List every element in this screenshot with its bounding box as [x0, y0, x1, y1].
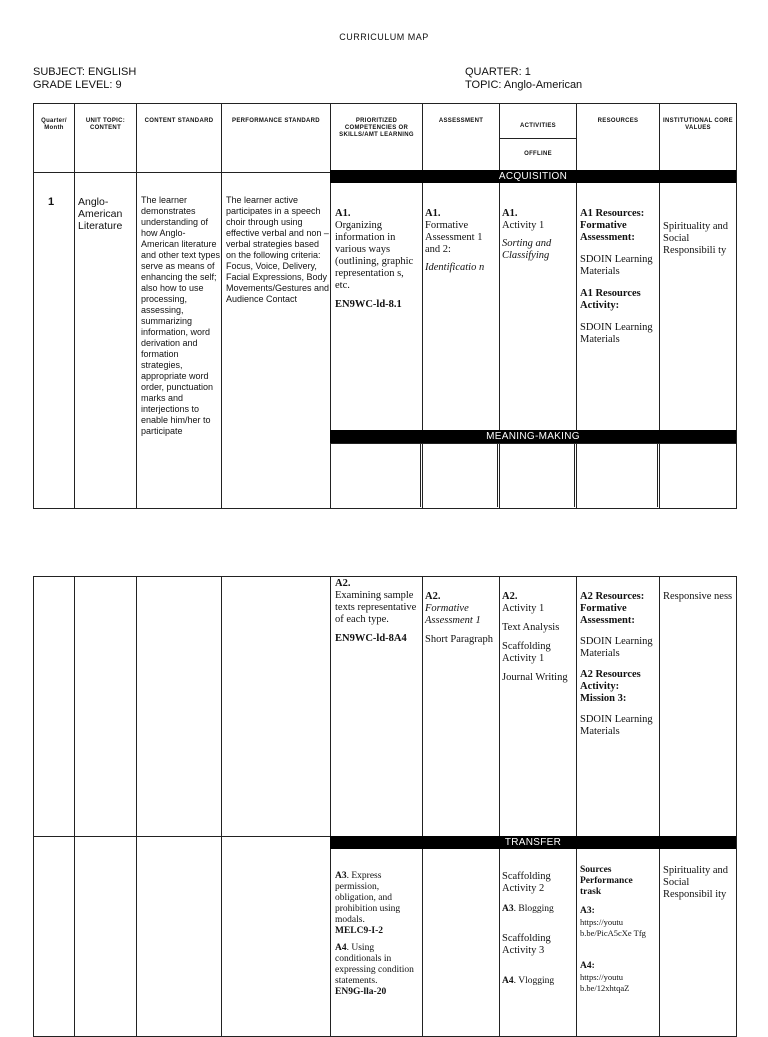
- res-a4-label: A4:: [580, 961, 595, 971]
- document-title: CURRICULUM MAP: [339, 32, 429, 42]
- act-line: Text Analysis: [502, 622, 560, 633]
- assess-type: Formative Assessment 1: [425, 603, 481, 626]
- row1-resources: [580, 208, 656, 346]
- res-title: A1 Resources: Formative Assessment:: [580, 208, 645, 243]
- band-acquisition: ACQUISITION: [330, 170, 736, 183]
- header-offline: OFFLINE: [500, 139, 577, 173]
- comp-a3-melc: MELC9-I-2: [335, 926, 384, 936]
- res-title2: A2 Resources Activity: Mission 3:: [580, 669, 641, 704]
- assess-type: Identificatio n: [425, 262, 485, 273]
- row1-content-standard: The learner demonstrates understanding of how Anglo-American literature and other text types serve as means of enhancing the self; also how to use processing, assessing, summarizing information, word derivation and formation strategies, appropriate word order, punctuation marks and interjections to enable him/her to participate: [141, 195, 221, 436]
- subject-label: SUBJECT: ENGLISH: [33, 66, 137, 78]
- comp-a4-text: . Using conditionals in expressing condition statements.: [335, 943, 414, 986]
- res-title: Sources Performance trask: [580, 865, 633, 897]
- assess-code: A1.: [425, 208, 441, 219]
- row2-assessment: [425, 591, 495, 646]
- row2-resources: [580, 591, 656, 738]
- row3-performance-cell: [222, 837, 331, 1037]
- row3-content-cell: [137, 837, 222, 1037]
- header-unit-topic: UNIT TOPIC: CONTENT: [75, 104, 137, 173]
- row3-unit-cell: [75, 837, 137, 1037]
- comp-a3-text: . Express permission, obligation, and prohibition using modals.: [335, 871, 401, 925]
- header-assessment: ASSESSMENT: [423, 104, 500, 173]
- header-core-values: INSTITUTIONAL CORE VALUES: [660, 104, 737, 173]
- assess-text: Formative Assessment 1 and 2:: [425, 220, 483, 255]
- header-resources: RESOURCES: [577, 104, 660, 173]
- row2-quarter-cell: [34, 577, 75, 837]
- res-text1: SDOIN Learning Materials: [580, 254, 653, 277]
- quarter-label: QUARTER: 1: [465, 66, 531, 78]
- assess-text: Short Paragraph: [425, 634, 493, 645]
- header-performance-standard: PERFORMANCE STANDARD: [222, 104, 331, 173]
- row2-values: Responsive ness: [663, 591, 733, 602]
- row2-competency: [335, 578, 419, 645]
- row-divider: [330, 443, 736, 444]
- row1-performance-standard: The learner active participates in a speech choir through using effective verbal and non – verbal strategies based on the following criteria: Focus, Voice, Delivery, Facial Expressions, Body Movements/Gestures and Audience Contact: [226, 195, 330, 304]
- comp-code: A1.: [335, 208, 351, 219]
- comp-code: A2.: [335, 578, 351, 589]
- row3-resources: [580, 865, 656, 993]
- row1-quarter: 1: [48, 196, 55, 208]
- row1-assessment: [425, 208, 495, 274]
- act-text: Activity 1: [502, 220, 545, 231]
- row1-competency: [335, 208, 419, 311]
- res-a3-label: A3:: [580, 906, 595, 916]
- topic-label: TOPIC: Anglo-American: [465, 79, 583, 91]
- act-line: Activity 1: [502, 603, 545, 614]
- act-type: Sorting and Classifying: [502, 238, 552, 261]
- header-content-standard: CONTENT STANDARD: [137, 104, 222, 173]
- comp-text: Examining sample texts representative of each type.: [335, 590, 417, 625]
- act-line: Scaffolding Activity 3: [502, 933, 551, 956]
- row3-assessment-cell: [423, 837, 500, 1037]
- row2-values-cell: [660, 577, 737, 837]
- row3-values: Spirituality and Social Responsibil ity: [663, 865, 729, 900]
- band-meaning-making: MEANING-MAKING: [330, 430, 736, 443]
- comp-text: Organizing information in various ways (outlining, graphic representation s, etc.: [335, 220, 414, 291]
- header-competencies: PRIORITIZED COMPETENCIES OR SKILLS/AMT LEARNING: [331, 104, 423, 173]
- act-line: Journal Writing: [502, 672, 568, 683]
- res-text1: SDOIN Learning Materials: [580, 636, 653, 659]
- comp-melc: EN9WC-ld-8.1: [335, 299, 402, 310]
- act-a3-code: A3: [502, 904, 514, 914]
- comp-a4-melc: EN9G-lla-20: [335, 987, 387, 997]
- row2-performance-cell: [222, 577, 331, 837]
- column-divider: [420, 443, 421, 507]
- res-a3-link[interactable]: https://youtu b.be/PicA5cXe Tfg: [580, 917, 646, 938]
- comp-a3-code: A3: [335, 871, 347, 881]
- act-line: Scaffolding Activity 2: [502, 871, 551, 894]
- res-a4-link[interactable]: https://youtu b.be/12xhtqaZ: [580, 972, 630, 993]
- row1-quarter-cell: [34, 173, 75, 509]
- column-divider: [657, 443, 658, 507]
- grade-level-label: GRADE LEVEL: 9: [33, 79, 122, 91]
- column-divider: [574, 443, 575, 507]
- res-text2: SDOIN Learning Materials: [580, 322, 653, 345]
- header-activities: ACTIVITIES: [500, 104, 577, 139]
- assess-code: A2.: [425, 591, 441, 602]
- res-title: A2 Resources: Formative Assessment:: [580, 591, 645, 626]
- row2-unit-cell: [75, 577, 137, 837]
- row1-values: Spirituality and Social Responsibili ty: [663, 221, 729, 256]
- act-a4-text: . Vlogging: [513, 976, 555, 986]
- act-code: A2.: [502, 591, 518, 602]
- header-quarter-month: Quarter/ Month: [34, 104, 75, 173]
- res-text2: SDOIN Learning Materials: [580, 714, 653, 737]
- row1-unit-topic: Anglo-American Literature: [78, 196, 123, 232]
- res-title2: A1 Resources Activity:: [580, 288, 641, 311]
- act-a4-code: A4: [502, 976, 514, 986]
- comp-a4-code: A4: [335, 943, 347, 953]
- act-a3-text: . Blogging: [513, 904, 554, 914]
- row3-activity: [502, 871, 572, 987]
- row2-content-cell: [137, 577, 222, 837]
- row2-activity: [502, 591, 572, 684]
- band-transfer: TRANSFER: [330, 836, 736, 849]
- row1-activity: [502, 208, 572, 262]
- row3-competency: [335, 871, 419, 998]
- row3-quarter-cell: [34, 837, 75, 1037]
- act-line: Scaffolding Activity 1: [502, 641, 551, 664]
- act-code: A1.: [502, 208, 518, 219]
- column-divider: [497, 443, 498, 507]
- comp-melc: EN9WC-ld-8A4: [335, 633, 407, 644]
